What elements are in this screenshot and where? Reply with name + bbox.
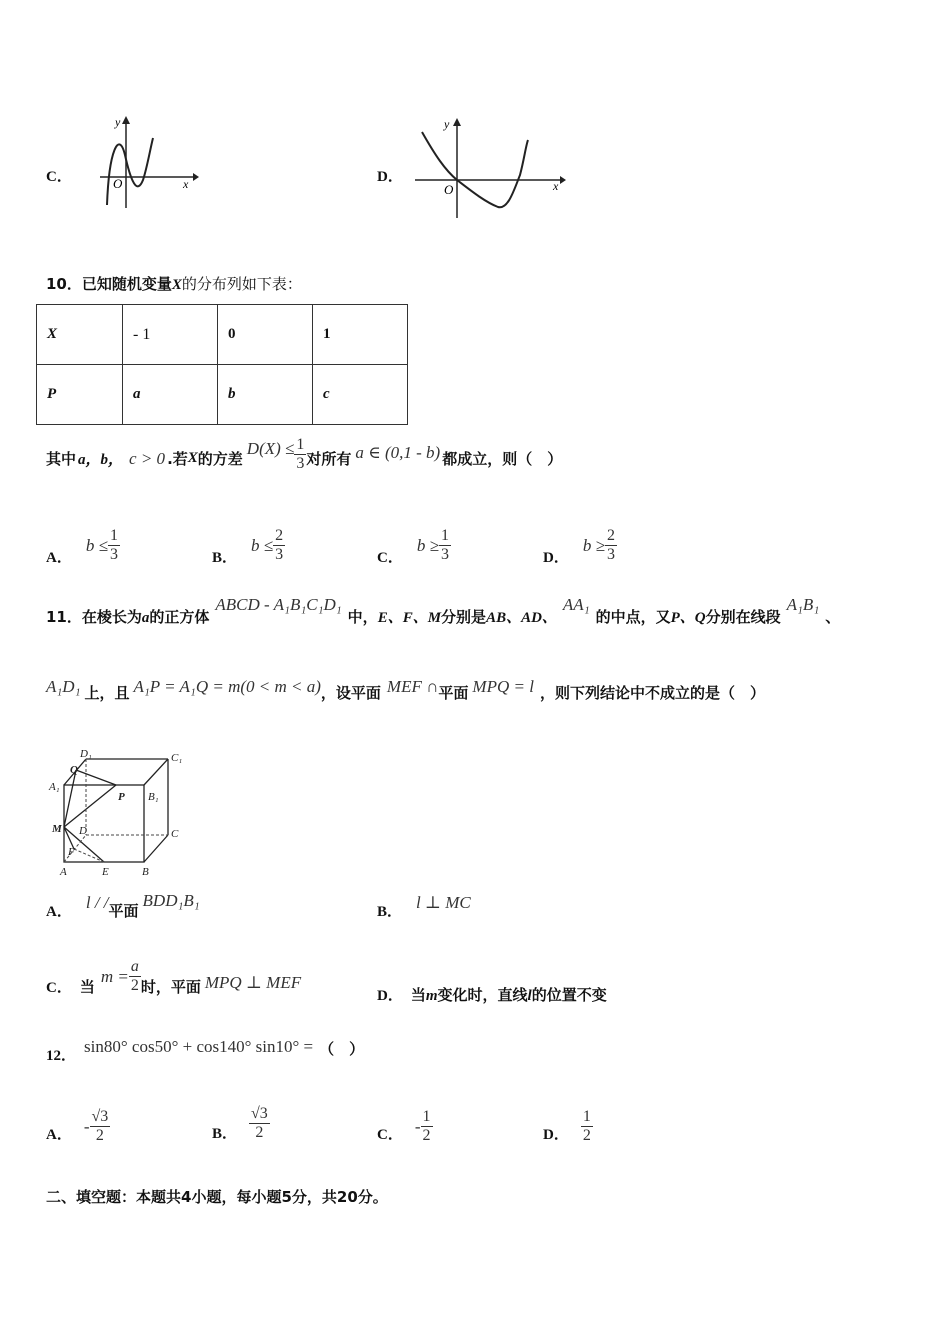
table-row	[37, 365, 408, 425]
q10-stem: 10．已知随机变量X的分布列如下表：	[46, 275, 302, 293]
q9c-origin-label: O	[113, 176, 123, 191]
fig-label-b1: B₁	[148, 791, 159, 803]
q10-option-d: D． b ≥ $\frac{2}{3}$	[543, 527, 615, 566]
q11-option-a: A． l / / 平面 BDD₁B₁	[46, 891, 200, 920]
q9-option-c-label: C．	[46, 169, 72, 185]
q12-option-b: B． $\frac{√3}{2}$	[212, 1105, 268, 1142]
q10-option-a: A． b ≤ $\frac{1}{3}$	[46, 527, 118, 566]
section-heading-fill-in: 二、填空题：本题共4小题，每小题5分，共20分。	[46, 1188, 388, 1206]
table-cell: c	[313, 365, 408, 425]
q9c-y-label: y	[115, 115, 121, 129]
fig-label-m: M	[52, 823, 62, 835]
table-cell: b	[218, 365, 313, 425]
q11-stem-line2: A₁D₁ 上，且 A₁P = A₁Q = m(0 < m < a) ，设平面 MEF ∩ 平面 MPQ = l ，则下列结论中不成立的是（ ）	[46, 677, 765, 702]
q10-condition: 其中 a，b， c > 0 .若 X 的方差 D(X) ≤ $\frac{1}{3}$ 对所有 a ∈ (0,1 - b) 都成立，则（ ）	[46, 436, 563, 472]
distribution-table	[36, 304, 408, 425]
q9-graph-d	[410, 110, 570, 220]
fig-label-e: E	[102, 866, 109, 878]
q9d-y-label: y	[444, 117, 450, 131]
table-cell: P	[37, 365, 123, 425]
fig-label-d: D	[79, 825, 87, 837]
q12-option-c: C． - $\frac{1}{2}$	[377, 1108, 431, 1144]
q12-option-d: D． $\frac{1}{2}$	[543, 1108, 591, 1144]
q9-graph-c	[95, 110, 205, 215]
table-cell: 0	[218, 305, 313, 365]
q9d-x-label: x	[553, 179, 559, 193]
q10-option-b: B． b ≤ $\frac{2}{3}$	[212, 527, 284, 566]
fig-label-p: P	[118, 791, 125, 803]
fig-label-a: A	[60, 866, 67, 878]
table-row	[37, 305, 408, 365]
table-cell: 1	[313, 305, 408, 365]
table-cell: - 1	[123, 305, 218, 365]
q11-option-b: B． l ⊥ MC	[377, 893, 471, 920]
fig-label-q: Q	[70, 764, 78, 776]
table-cell: X	[37, 305, 123, 365]
fig-label-b: B	[142, 866, 149, 878]
q11-cube-figure	[46, 745, 196, 880]
q12-stem: 12． sin80° cos50° + cos140° sin10° = （ ）	[46, 1037, 365, 1064]
q9-option-d-label: D．	[377, 169, 403, 185]
q10-option-c: C． b ≥ $\frac{1}{3}$	[377, 527, 449, 566]
q9c-x-label: x	[183, 177, 189, 191]
q11-option-c: C． 当 m = $\frac{a}{2}$ 时，平面 MPQ ⊥ MEF	[46, 958, 302, 996]
q12-option-a: A． - $\frac{√3}{2}$	[46, 1108, 109, 1144]
q11-option-d: D． 当 m 变化时，直线 l 的位置不变	[377, 986, 607, 1004]
fig-label-f: F	[68, 846, 75, 858]
q11-stem-line1: 11． 在棱长为 a 的正方体 ABCD - A₁B₁C₁D₁ 中， E、F、M 分别是 AB、AD、 AA₁ 的中点，又 P、Q 分别在线段 A₁B₁ 、	[46, 595, 841, 626]
fig-label-c: C	[171, 828, 179, 840]
fig-label-c1: C₁	[171, 752, 183, 764]
table-cell: a	[123, 365, 218, 425]
q9d-origin-label: O	[444, 182, 454, 197]
fig-label-a1: A₁	[49, 781, 60, 793]
fig-label-d1: D₁	[80, 748, 92, 760]
